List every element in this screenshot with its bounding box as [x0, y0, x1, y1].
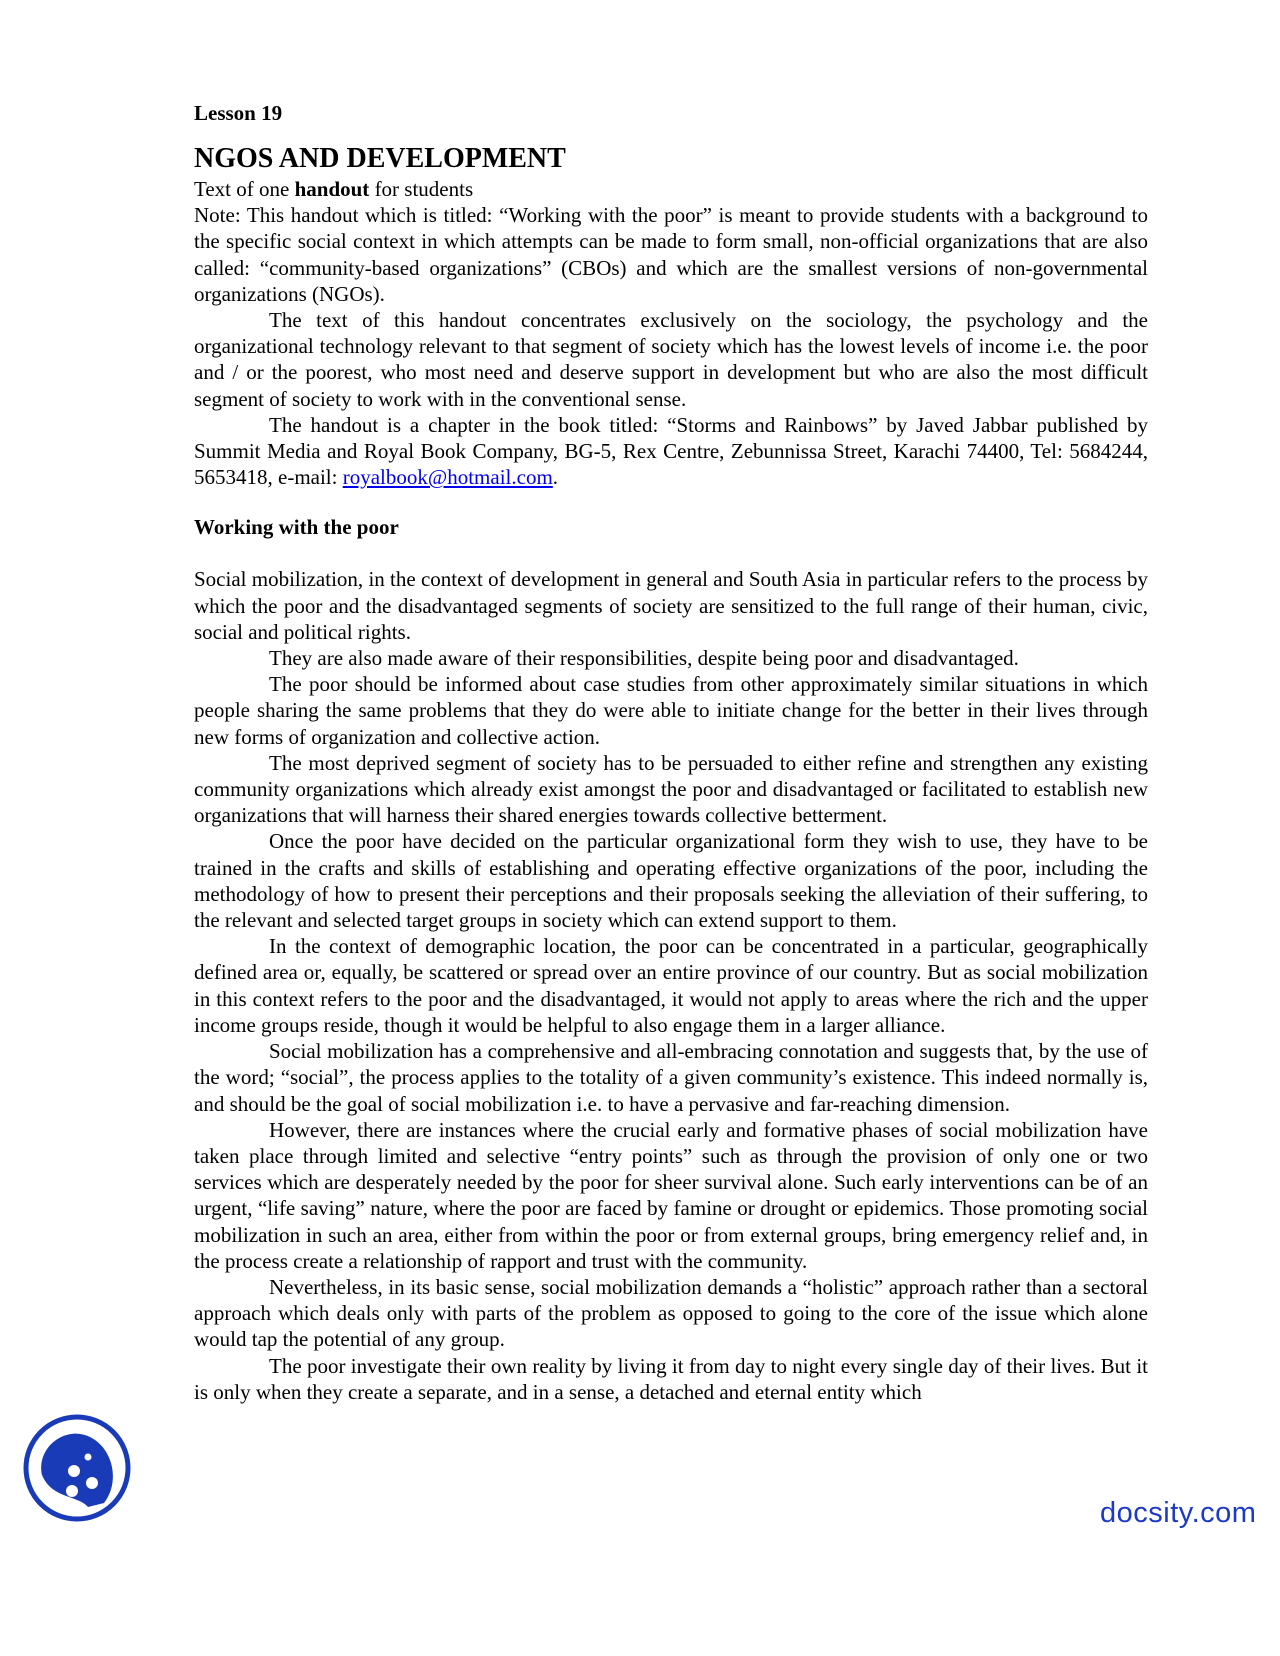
subtitle-pre: Text of one: [194, 177, 295, 201]
docsity-watermark[interactable]: docsity.com: [1100, 1497, 1257, 1529]
intro-note: Note: This handout which is titled: “Working with the poor” is meant to provide students with a background to the specific social context in which attempts can be made to form small, non-official organizations that are also called: “community-based organizations” (CBOs) and which are the smallest versions of non-governmental organizations (NGOs).: [194, 203, 1148, 306]
body-paragraph: The poor investigate their own reality by living it from day to night every single day of their lives. But it is only when they create a separate, and in a sense, a detached and eternal entity which: [194, 1353, 1148, 1404]
intro-source-paragraph: [194, 412, 1148, 491]
subtitle-bold: handout: [294, 177, 370, 201]
document-page: [194, 100, 1148, 1405]
body-paragraph: They are also made aware of their responsibilities, despite being poor and disadvantaged.: [269, 646, 1019, 671]
body-paragraph: In the context of demographic location, the poor can be concentrated in a particular, geographically defined area or, equally, be scattered or spread over an entire province of our country. But as social mobilization in this context refers to the poor and the disadvantaged, it would not apply to areas where the rich and the upper income groups reside, though it would be helpful to also engage them in a larger alliance.: [194, 934, 1148, 1037]
subtitle: [194, 176, 1148, 202]
body-paragraph: Social mobilization has a comprehensive and all-embracing connotation and suggests that, by the use of the word; “social”, the process applies to the totality of a given community’s existence. This indeed normally is, and should be the goal of social mobilization i.e. to have a pervasive and far-reaching dimension.: [194, 1039, 1148, 1116]
docsity-logo-icon: [22, 1413, 132, 1523]
body-paragraph: Social mobilization, in the context of development in general and South Asia in particular refers to the process by which the poor and the disadvantaged segments of society are sensitized to the full range of their human, civic, social and political rights.: [194, 567, 1148, 644]
email-link[interactable]: royalbook@hotmail.com: [342, 465, 553, 490]
source-text: The handout is a chapter in the book titled: “Storms and Rainbows” by Javed Jabbar published by Summit Media and Royal Book Company, BG-5, Rex Centre, Zebunnissa Street, Karachi 74400, Tel: 5684244, 5653418, e-mail:: [194, 412, 1148, 490]
body-paragraph: The most deprived segment of society has to be persuaded to either refine and strengthen any existing community organizations which already exist amongst the poor and disadvantaged or facilitated to establish new organizations that will harness their shared energies towards collective betterment.: [194, 750, 1148, 828]
body-paragraph: The poor should be informed about case studies from other approximately similar situations in which people sharing the same problems that they do were able to initiate change for the better in their lives through new forms of organization and collective action.: [194, 672, 1148, 749]
intro-paragraph: The text of this handout concentrates exclusively on the sociology, the psychology and the organizational technology relevant to that segment of society which has the lowest levels of income i.e. the poor and / or the poorest, who most need and deserve support in development but who are also the most difficult segment of society to work with in the conventional sense.: [194, 308, 1148, 411]
subtitle-post: for students: [369, 177, 474, 201]
section-heading: Working with the poor: [194, 515, 399, 540]
lesson-label: Lesson 19: [194, 101, 283, 125]
body-paragraph: Once the poor have decided on the particular organizational form they wish to use, they have to be trained in the crafts and skills of establishing and operating effective organizations of the poor, including the methodology of how to present their perceptions and their proposals seeking the alleviation of their suffering, to the relevant and selected target groups in society which can extend support to them.: [194, 829, 1148, 933]
source-end: .: [552, 465, 559, 490]
page-title: NGOS AND DEVELOPMENT: [194, 143, 566, 174]
body-paragraph: However, there are instances where the crucial early and formative phases of social mobilization have taken place through limited and selective “entry points” such as through the provision of only one or two services which are desperately needed by the poor for sheer survival alone. Such early interventions can be of an urgent, “life saving” nature, where the poor are faced by famine or drought or epidemics. Those promoting social mobilization in such an area, either from within the poor or from external groups, bring emergency relief and, in the process create a relationship of rapport and trust with the community.: [194, 1117, 1148, 1273]
body-paragraph: Nevertheless, in its basic sense, social mobilization demands a “holistic” approach rather than a sectoral approach which deals only with parts of the problem as opposed to going to the core of the issue which alone would tap the potential of any group.: [194, 1274, 1148, 1352]
